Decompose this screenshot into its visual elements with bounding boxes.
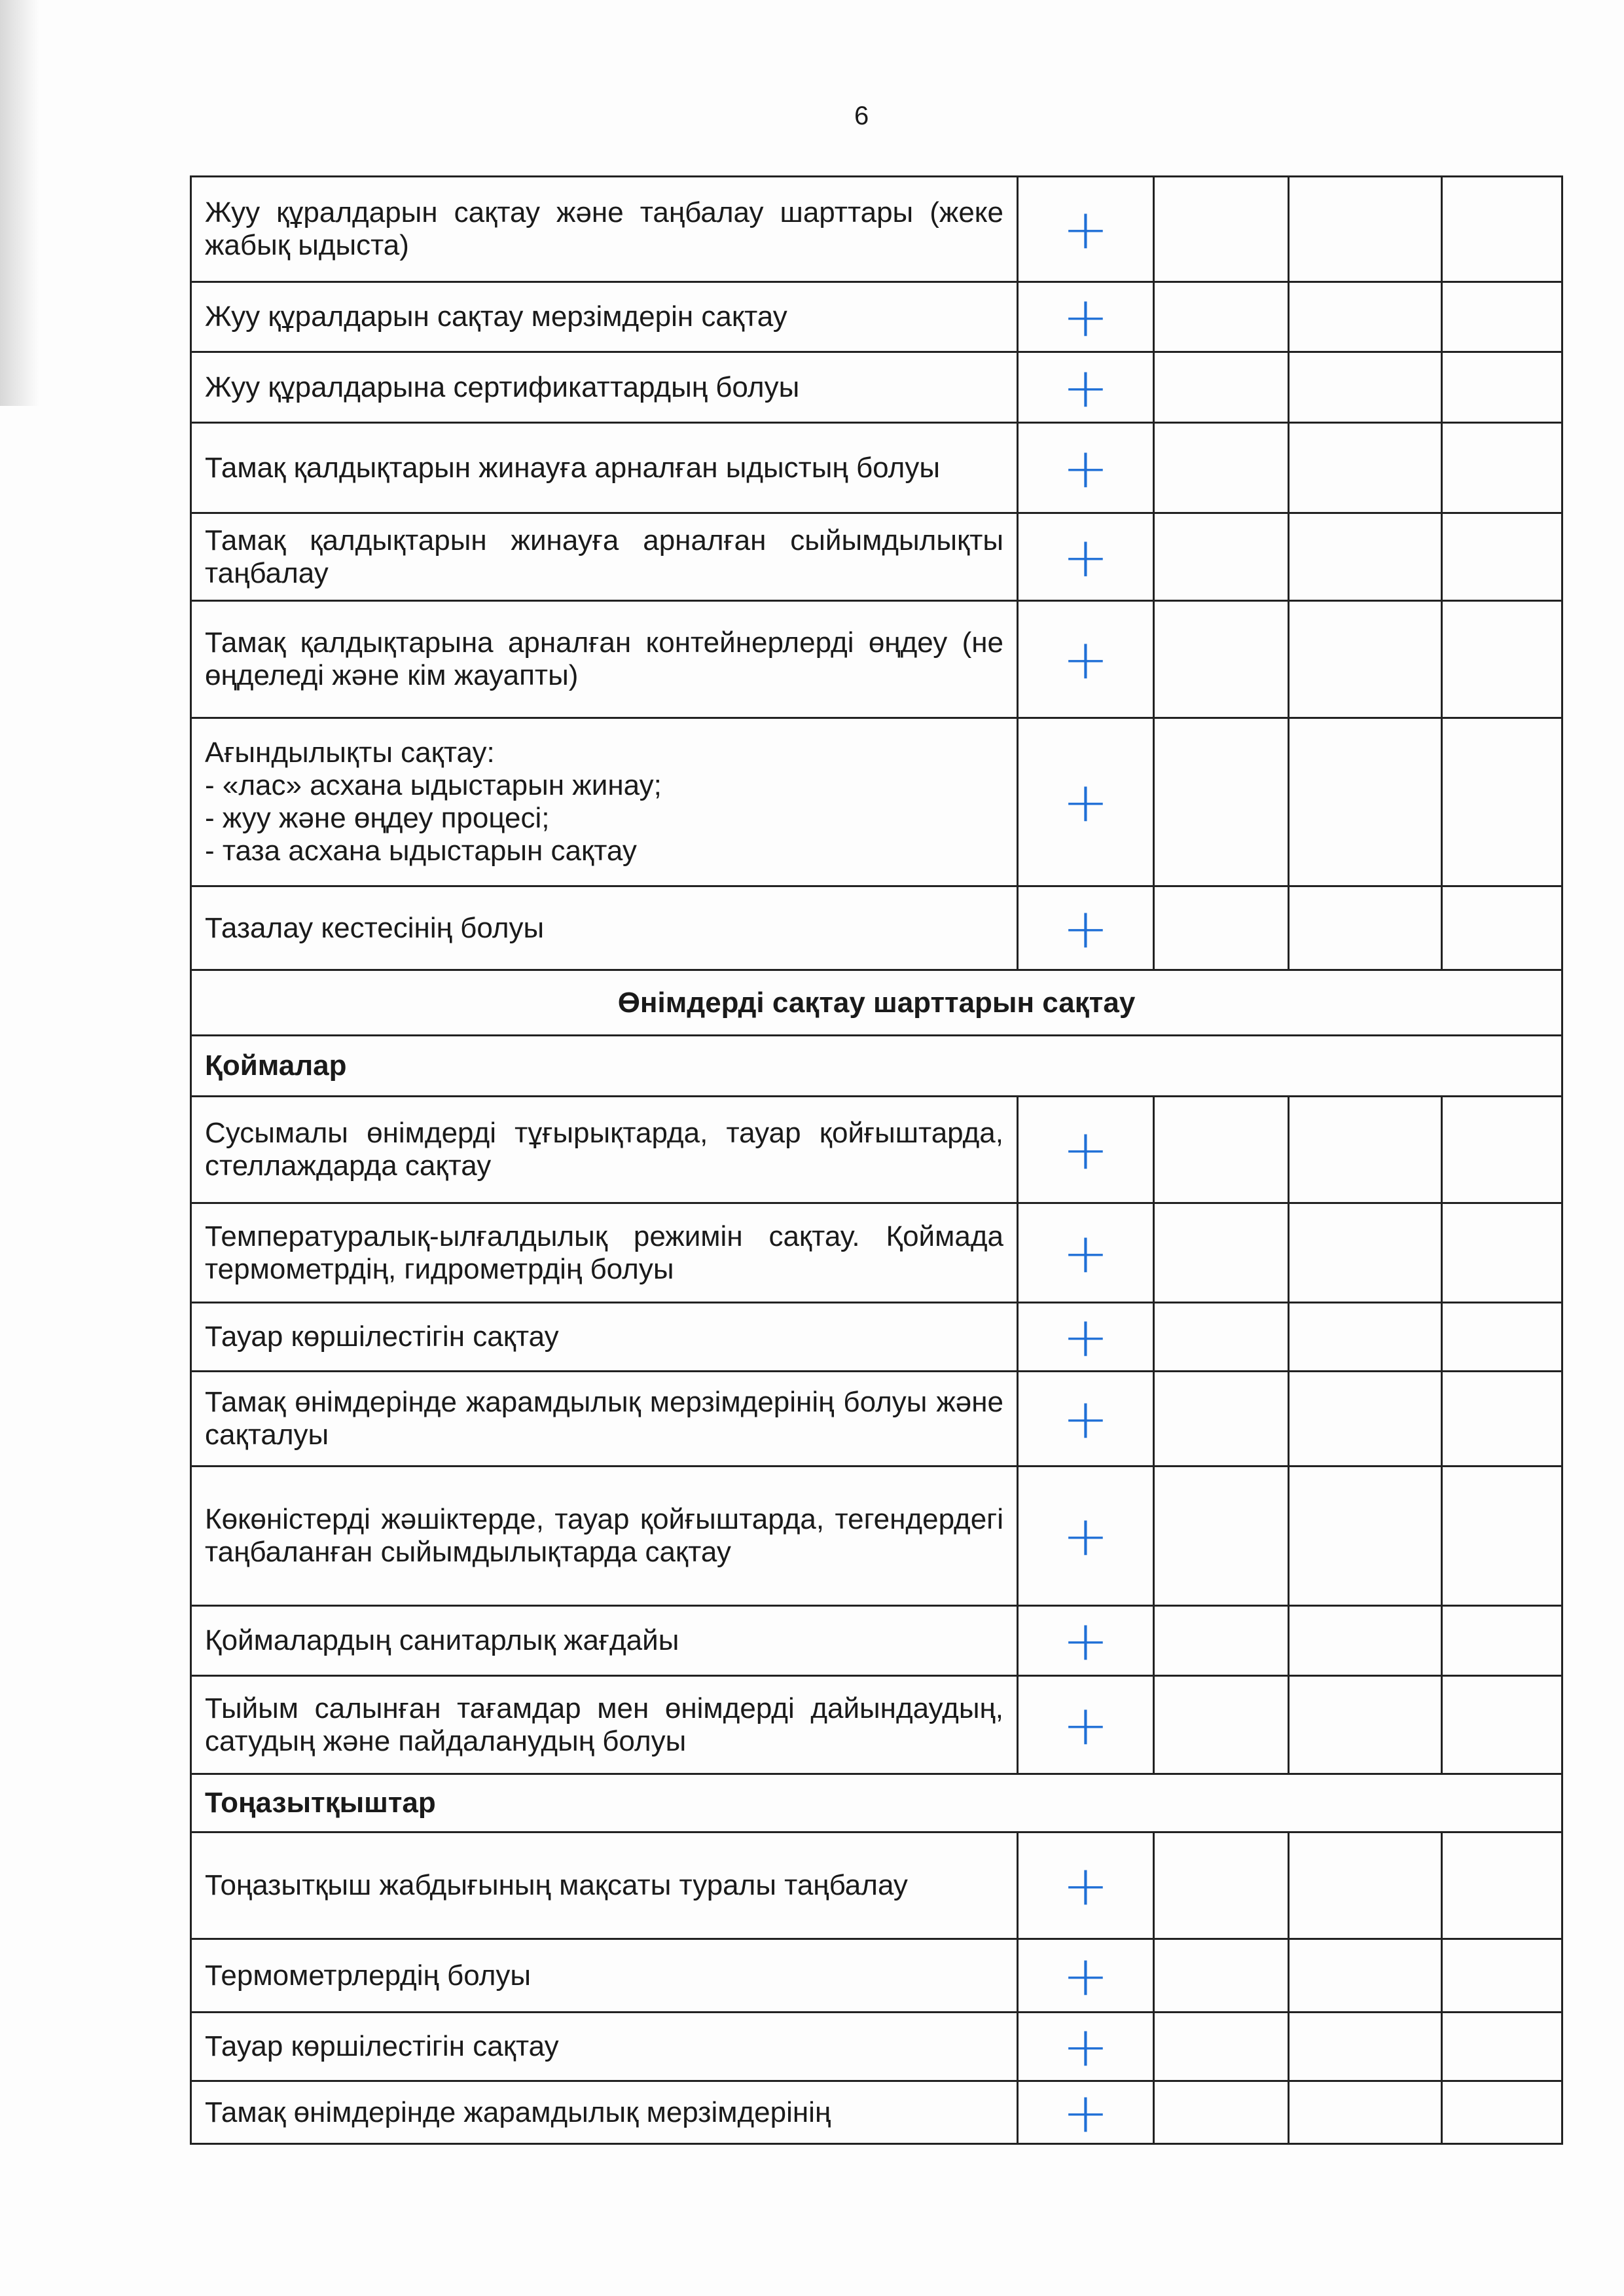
- requirement-text: Көкөністерді жәшіктерде, тауар қойғыштарда, тегендердегі таңбаланған сыйымдылықтарда сақтау: [191, 1467, 1018, 1606]
- check-mark-cell: +: [1018, 177, 1154, 282]
- table-row: [191, 1203, 1562, 1303]
- scan-shadow: [0, 0, 39, 406]
- empty-cell: [1154, 1676, 1289, 1774]
- empty-cell: [1289, 1939, 1442, 2013]
- empty-cell: [1442, 1676, 1562, 1774]
- check-mark-cell: +: [1018, 423, 1154, 513]
- table-row: [191, 1676, 1562, 1774]
- empty-cell: [1442, 423, 1562, 513]
- empty-cell: [1154, 282, 1289, 352]
- table-row: [191, 601, 1562, 718]
- requirement-text: Тамақ өнімдерінде жарамдылық мерзімдерінің болуы және сақталуы: [191, 1372, 1018, 1467]
- empty-cell: [1154, 1939, 1289, 2013]
- section-heading: Өнімдерді сақтау шарттарын сақтау: [191, 970, 1562, 1036]
- empty-cell: [1154, 513, 1289, 601]
- check-mark-cell: +: [1018, 2081, 1154, 2144]
- empty-cell: [1154, 2013, 1289, 2081]
- empty-cell: [1442, 1097, 1562, 1203]
- empty-cell: [1289, 718, 1442, 886]
- empty-cell: [1442, 1203, 1562, 1303]
- requirement-text: Ағындылықты сақтау: - «лас» асхана ыдыстарын жинау; - жуу және өңдеу процесі; - таза асхана ыдыстарын сақтау: [191, 718, 1018, 886]
- requirement-text: Сусымалы өнімдерді тұғырықтарда, тауар қойғыштарда, стеллаждарда сақтау: [191, 1097, 1018, 1203]
- requirement-text: Тауар көршілестігін сақтау: [191, 1303, 1018, 1372]
- empty-cell: [1442, 1606, 1562, 1676]
- requirement-text: Жуу құралдарына сертификаттардың болуы: [191, 352, 1018, 423]
- empty-cell: [1154, 1203, 1289, 1303]
- empty-cell: [1154, 886, 1289, 970]
- requirement-text: Термометрлердің болуы: [191, 1939, 1018, 2013]
- table-row: [191, 2081, 1562, 2144]
- empty-cell: [1289, 1832, 1442, 1939]
- requirement-text: Жуу құралдарын сақтау және таңбалау шарттары (жеке жабық ыдыста): [191, 177, 1018, 282]
- subsection-heading: Қоймалар: [191, 1036, 1562, 1097]
- requirement-text: Тамақ қалдықтарын жинауға арналған ыдыстың болуы: [191, 423, 1018, 513]
- table-row: [191, 718, 1562, 886]
- table-row: [191, 423, 1562, 513]
- page-number: 6: [854, 101, 869, 130]
- requirement-text: Тыйым салынған тағамдар мен өнімдерді дайындаудың, сатудың және пайдаланудың болуы: [191, 1676, 1018, 1774]
- empty-cell: [1154, 177, 1289, 282]
- empty-cell: [1289, 1606, 1442, 1676]
- requirement-text: Жуу құралдарын сақтау мерзімдерін сақтау: [191, 282, 1018, 352]
- table-row: [191, 513, 1562, 601]
- empty-cell: [1289, 886, 1442, 970]
- empty-cell: [1289, 282, 1442, 352]
- requirement-text: Тамақ өнімдерінде жарамдылық мерзімдерінің: [191, 2081, 1018, 2144]
- table-row: [191, 1606, 1562, 1676]
- empty-cell: [1154, 352, 1289, 423]
- empty-cell: [1442, 601, 1562, 718]
- empty-cell: [1289, 2013, 1442, 2081]
- empty-cell: [1289, 1676, 1442, 1774]
- empty-cell: [1442, 513, 1562, 601]
- empty-cell: [1442, 177, 1562, 282]
- check-mark-cell: +: [1018, 1303, 1154, 1372]
- empty-cell: [1442, 1467, 1562, 1606]
- check-mark-cell: +: [1018, 1939, 1154, 2013]
- empty-cell: [1442, 886, 1562, 970]
- check-mark-cell: +: [1018, 1606, 1154, 1676]
- check-mark-cell: +: [1018, 1203, 1154, 1303]
- empty-cell: [1289, 423, 1442, 513]
- empty-cell: [1289, 1303, 1442, 1372]
- empty-cell: [1154, 1372, 1289, 1467]
- requirement-text: Тазалау кестесінің болуы: [191, 886, 1018, 970]
- table-row: [191, 1372, 1562, 1467]
- empty-cell: [1442, 1303, 1562, 1372]
- table-row: [191, 1467, 1562, 1606]
- check-mark-cell: +: [1018, 601, 1154, 718]
- empty-cell: [1442, 2013, 1562, 2081]
- check-mark-cell: +: [1018, 1676, 1154, 1774]
- requirement-text: Температуралық-ылғалдылық режимін сақтау. Қоймада термометрдің, гидрометрдің болуы: [191, 1203, 1018, 1303]
- check-mark-cell: +: [1018, 282, 1154, 352]
- empty-cell: [1154, 2081, 1289, 2144]
- table-row: [191, 1303, 1562, 1372]
- check-mark-cell: +: [1018, 1097, 1154, 1203]
- table-row: [191, 1097, 1562, 1203]
- empty-cell: [1442, 352, 1562, 423]
- empty-cell: [1442, 1832, 1562, 1939]
- empty-cell: [1289, 1372, 1442, 1467]
- empty-cell: [1289, 513, 1442, 601]
- empty-cell: [1289, 177, 1442, 282]
- empty-cell: [1154, 1097, 1289, 1203]
- empty-cell: [1154, 1606, 1289, 1676]
- empty-cell: [1442, 1939, 1562, 2013]
- empty-cell: [1154, 1467, 1289, 1606]
- check-mark-cell: +: [1018, 2013, 1154, 2081]
- requirement-text: Тамақ қалдықтарына арналған контейнерлерді өңдеу (не өңделеді және кім жауапты): [191, 601, 1018, 718]
- empty-cell: [1154, 718, 1289, 886]
- subsection-row: [191, 1774, 1562, 1832]
- check-mark-cell: +: [1018, 1372, 1154, 1467]
- checklist-body: [191, 177, 1562, 2144]
- table-row: [191, 2013, 1562, 2081]
- empty-cell: [1154, 1303, 1289, 1372]
- table-row: [191, 1832, 1562, 1939]
- empty-cell: [1289, 1097, 1442, 1203]
- requirement-text: Тамақ қалдықтарын жинауға арналған сыйымдылықты таңбалау: [191, 513, 1018, 601]
- table-row: [191, 282, 1562, 352]
- empty-cell: [1289, 1467, 1442, 1606]
- empty-cell: [1442, 718, 1562, 886]
- empty-cell: [1442, 1372, 1562, 1467]
- empty-cell: [1289, 1203, 1442, 1303]
- empty-cell: [1289, 352, 1442, 423]
- empty-cell: [1154, 1832, 1289, 1939]
- check-mark-cell: +: [1018, 352, 1154, 423]
- table-row: [191, 352, 1562, 423]
- table-row: [191, 886, 1562, 970]
- check-mark-cell: +: [1018, 1467, 1154, 1606]
- requirement-text: Қоймалардың санитарлық жағдайы: [191, 1606, 1018, 1676]
- table-row: [191, 177, 1562, 282]
- empty-cell: [1289, 601, 1442, 718]
- requirement-text: Тауар көршілестігін сақтау: [191, 2013, 1018, 2081]
- empty-cell: [1442, 2081, 1562, 2144]
- subsection-heading: Тоңазытқыштар: [191, 1774, 1562, 1832]
- subsection-row: [191, 1036, 1562, 1097]
- section-row: [191, 970, 1562, 1036]
- check-mark-cell: +: [1018, 1832, 1154, 1939]
- empty-cell: [1289, 2081, 1442, 2144]
- check-mark-cell: +: [1018, 513, 1154, 601]
- empty-cell: [1154, 423, 1289, 513]
- requirement-text: Тоңазытқыш жабдығының мақсаты туралы таңбалау: [191, 1832, 1018, 1939]
- empty-cell: [1442, 282, 1562, 352]
- table-row: [191, 1939, 1562, 2013]
- checklist-table: [190, 175, 1563, 2145]
- check-mark-cell: +: [1018, 886, 1154, 970]
- check-mark-cell: +: [1018, 718, 1154, 886]
- empty-cell: [1154, 601, 1289, 718]
